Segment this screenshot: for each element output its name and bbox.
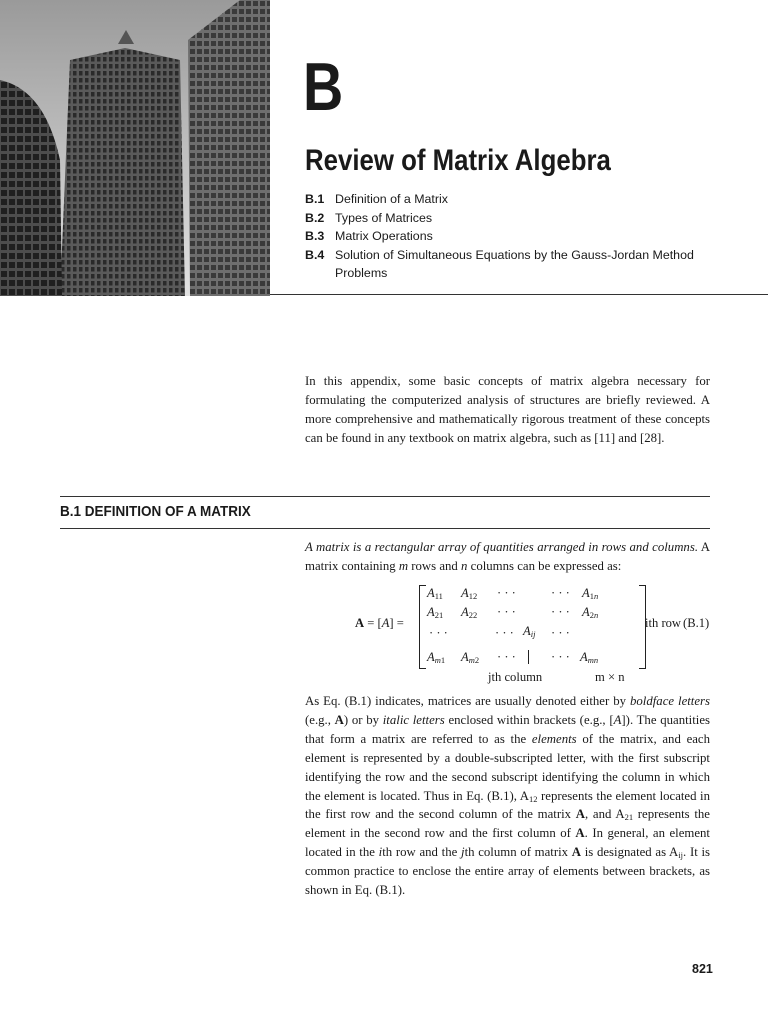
toc-item-b2 [305,209,694,228]
matrix-element: $A_{2n}$ [582,605,599,620]
body-text: represents the element located in the first row and the second column of the matrix [305,788,710,822]
body-text: , and A [585,807,625,822]
body-text: represents the element in the second row and the first column of [305,807,710,841]
body-paragraph [305,692,710,900]
toc-item-b4 [305,246,694,265]
equation-lhs: A = [A] = [355,616,404,630]
toc-label: Solution of Simultaneous Equations by the Gauss-Jordan Method [335,247,694,262]
definition-text: columns can be expressed as: [467,558,622,573]
matrix-element: $A_{21}$ [427,605,444,620]
chapter-photo [0,0,270,296]
toc-label: Matrix Operations [335,229,433,244]
definition-n: n [461,558,468,573]
body-text: As Eq. (B.1) indicates, matrices are usually denoted either by [305,694,630,708]
toc-number: B.3 [305,229,325,244]
matrix-ellipsis: · · · [495,626,514,640]
toc-item-problems [305,264,694,283]
body-text: th column of matrix [464,845,572,860]
matrix-element: $A_{12}$ [461,586,478,601]
body-bold: A [575,807,585,822]
body-text: of the matrix, and each element is represented by a double-subscripted letter, with the first subscript identifying the row and the second subscript identifying the column in which the element is located. Thus in Eq. (B.1), A [305,731,711,803]
section-heading: B.1 DEFINITION OF A MATRIX [60,503,251,520]
equation-number: (B.1) [683,616,710,630]
matrix-ellipsis: · · · [497,586,516,600]
body-subscript: ij [678,850,684,861]
toc-number: B.1 [305,192,325,206]
toc-item-b1 [305,190,694,209]
intro-paragraph: In this appendix, some basic concepts of matrix algebra necessary for formulating the computerized analysis of structures are briefly reviewed. A more comprehensive and mathematically rigorous treatment of these concepts can be found in any textbook on matrix algebra, such as [11] and [28]. [305,374,710,445]
matrix-ellipsis: · · · [497,650,516,664]
matrix-size: m × n [595,670,625,684]
matrix-ellipsis: · · · [497,605,516,619]
matrix-element: $A_{1n}$ [582,586,599,601]
body-text: . In general, an element located in the [305,826,710,860]
chapter-letter: B [303,49,343,125]
matrix-ellipsis: · · · [551,626,570,640]
toc-label: Problems [335,266,388,281]
body-text: (e.g., [305,712,335,727]
toc-number: B.2 [305,210,325,225]
page-number: 821 [692,962,713,976]
body-text: . It is common practice to enclose the entire array of elements between brackets, as shown in Eq. (B.1). [305,845,711,898]
matrix-element: $A_{mn}$ [580,650,599,665]
column-marker [528,650,529,664]
toc-label: Definition of a Matrix [335,192,448,206]
body-text: ]). The quantities that form a matrix are referred to as the [305,712,710,746]
body-text: th row and the [382,845,461,860]
body-italic: elements [531,731,577,746]
body-subscript: 21 [624,812,634,823]
body-subscript: 12 [529,793,538,804]
matrix-element: $A_{ij}$ [523,624,536,639]
body-text: is designated as A [581,845,679,860]
definition-m: m [398,558,409,573]
definition-italic: A matrix is a rectangular array of quantities arranged in rows and columns. [305,540,699,554]
toc-item-b3 [305,227,694,246]
jth-column-label: jth column [488,670,543,684]
body-text: ) or by [343,712,383,727]
matrix-left-bracket [419,585,426,669]
equation-b1 [305,580,710,690]
body-bold: A [571,845,582,860]
definition-text: rows and [408,558,462,573]
definition-paragraph [305,538,710,576]
toc-number: B.4 [305,247,325,262]
section-rule-bottom [60,528,710,529]
toc-label: Types of Matrices [335,210,433,225]
header-divider [270,294,768,295]
section-rule-top [60,496,710,497]
body-bold: A [575,826,585,841]
body-italic: boldface letters [629,694,710,708]
table-of-contents [305,190,694,283]
matrix-ellipsis: · · · [551,650,570,664]
body-bold: A [334,712,344,727]
chapter-title: Review of Matrix Algebra [305,144,611,177]
body-italic: j [461,845,465,860]
body-italic: italic letters [382,712,445,727]
ith-row-label: ith row [645,616,682,630]
matrix-ellipsis: · · · [429,626,448,640]
body-text: enclosed within brackets (e.g., [ [444,712,614,727]
matrix-element: $A_{22}$ [461,605,478,620]
body-italic: i [378,845,383,860]
matrix-element: $A_{m1}$ [427,650,446,665]
body-italic: A [613,712,622,727]
matrix-element: $A_{11}$ [427,586,443,601]
matrix-ellipsis: · · · [551,586,570,600]
matrix-element: $A_{m2}$ [461,650,480,665]
matrix-ellipsis: · · · [551,605,570,619]
definition-text: A matrix containing [305,540,710,573]
